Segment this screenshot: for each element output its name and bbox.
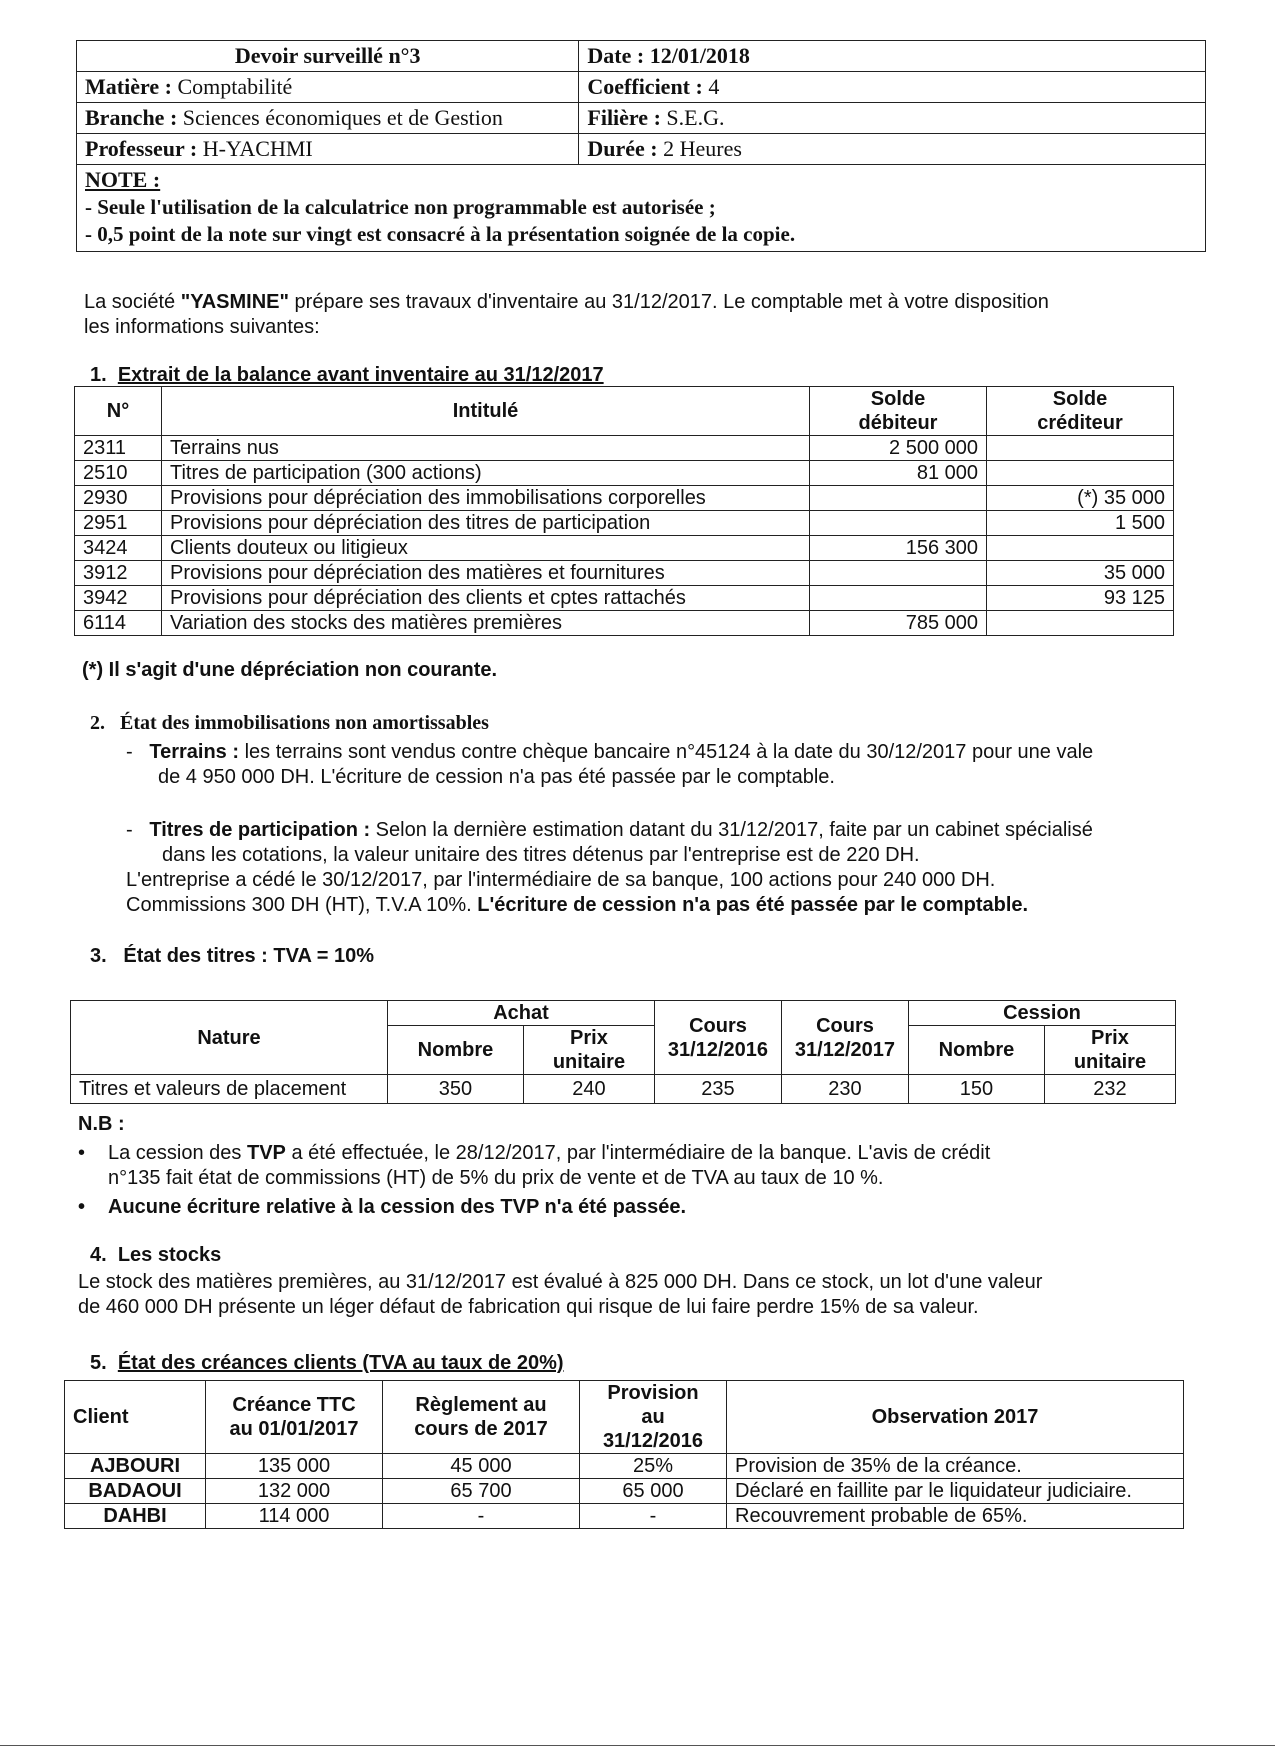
col-header-num: N° (75, 387, 162, 436)
table-row: 3424 Clients douteux ou litigieux 156 300 (75, 536, 1174, 561)
section-2-titres: - Titres de participation : Selon la dernière estimation datant du 31/12/2017, faite par un cabinet spécialisé dans les cotations, la valeur unitaire des titres détenus par l'entreprise est de 220 DH. (126, 819, 1093, 866)
table-row: AJBOURI 135 000 45 000 25% Provision de 35% de la créance. (65, 1454, 1184, 1479)
exam-title: Devoir surveillé n°3 (77, 41, 579, 72)
table-row: DAHBI 114 000 - - Recouvrement probable de 65%. (65, 1504, 1184, 1529)
col-header-reglement: Règlement au cours de 2017 (383, 1381, 580, 1454)
exam-coefficient: Coefficient : 4 (579, 72, 1206, 103)
table-row: 2510 Titres de participation (300 actions) 81 000 (75, 461, 1174, 486)
col-header-provision: Provision au 31/12/2016 (580, 1381, 727, 1454)
col-header-cession-nombre: Nombre (908, 1026, 1044, 1075)
exam-subject: Matière : Comptabilité (77, 72, 579, 103)
exam-note (76, 165, 1206, 252)
col-header-cours-2017: Cours 31/12/2017 (781, 1001, 908, 1075)
col-header-cession-prix: Prix unitaire (1044, 1026, 1175, 1075)
note-line-2: - 0,5 point de la note sur vingt est consacré à la présentation soignée de la copie. (85, 222, 796, 246)
exam-info-table (76, 40, 1206, 165)
balance-footnote: (*) Il s'agit d'une dépréciation non courante. (82, 659, 498, 681)
col-header-cours-2016: Cours 31/12/2016 (654, 1001, 781, 1075)
table-row: 6114 Variation des stocks des matières premières 785 000 (75, 611, 1174, 636)
exam-track: Filière : S.E.G. (579, 103, 1206, 134)
table-row: BADAOUI 132 000 65 700 65 000 Déclaré en faillite par le liquidateur judiciaire. (65, 1479, 1184, 1504)
col-header-credit: Solde créditeur (987, 387, 1174, 436)
nb-label: N.B : (78, 1113, 125, 1135)
page-bottom-divider (0, 1745, 1275, 1746)
section-1-heading: 1. Extrait de la balance avant inventaire au 31/12/2017 (90, 364, 604, 386)
table-row: 2311 Terrains nus 2 500 000 (75, 436, 1174, 461)
table-row: 2930 Provisions pour dépréciation des immobilisations corporelles (*) 35 000 (75, 486, 1174, 511)
section-4-heading: 4. Les stocks (90, 1244, 222, 1266)
col-header-creance: Créance TTC au 01/01/2017 (206, 1381, 383, 1454)
intro-paragraph: La société "YASMINE" prépare ses travaux d'inventaire au 31/12/2017. Le comptable met à votre disposition les informations suivantes: (84, 291, 1049, 338)
col-header-achat-prix: Prix unitaire (523, 1026, 654, 1075)
balance-table (74, 386, 1174, 636)
exam-branch: Branche : Sciences économiques et de Gestion (77, 103, 579, 134)
table-row: 3912 Provisions pour dépréciation des matières et fournitures 35 000 (75, 561, 1174, 586)
section-3-heading: 3. État des titres : TVA = 10% (90, 945, 374, 967)
nb-bullet-2: • Aucune écriture relative à la cession des TVP n'a été passée. (78, 1196, 686, 1218)
section-4-text: Le stock des matières premières, au 31/12/2017 est évalué à 825 000 DH. Dans ce stock, un lot d'une valeur de 460 000 DH présente un léger défaut de fabrication qui risque de lui faire perdre 15% de sa valeur. (78, 1271, 1043, 1318)
titres-table (70, 1000, 1176, 1104)
note-title: NOTE : (85, 167, 161, 192)
col-header-achat: Achat (388, 1001, 655, 1026)
exam-header (76, 40, 1206, 252)
section-5-heading: 5. État des créances clients (TVA au taux de 20%) (90, 1352, 564, 1374)
note-line-1: - Seule l'utilisation de la calculatrice non programmable est autorisée ; (85, 195, 716, 219)
section-2-cession: L'entreprise a cédé le 30/12/2017, par l'intermédiaire de sa banque, 100 actions pour 240 000 DH. Commissions 300 DH (HT), T.V.A 10%. L'écriture de cession n'a pas été passée par le comptable. (126, 869, 1029, 916)
table-row: 3942 Provisions pour dépréciation des clients et cptes rattachés 93 125 (75, 586, 1174, 611)
col-header-nature: Nature (71, 1001, 388, 1075)
col-header-debit: Solde débiteur (810, 387, 987, 436)
nb-bullet-1: • La cession des TVP a été effectuée, le 28/12/2017, par l'intermédiaire de la banque. L'avis de crédit n°135 fait état de commissions (HT) de 5% du prix de vente et de TVA au taux de 10 %. (78, 1142, 991, 1189)
col-header-achat-nombre: Nombre (388, 1026, 524, 1075)
exam-teacher: Professeur : H-YACHMI (77, 134, 579, 165)
col-header-observation: Observation 2017 (727, 1381, 1184, 1454)
col-header-cession: Cession (908, 1001, 1175, 1026)
creances-table (64, 1380, 1184, 1529)
section-2-heading: 2. État des immobilisations non amortissables (90, 712, 489, 734)
exam-date: Date : 12/01/2018 (579, 41, 1206, 72)
table-row: Titres et valeurs de placement 350 240 235 230 150 232 (71, 1075, 1176, 1104)
col-header-client: Client (65, 1381, 206, 1454)
table-row: 2951 Provisions pour dépréciation des titres de participation 1 500 (75, 511, 1174, 536)
col-header-intitule: Intitulé (162, 387, 810, 436)
exam-duration: Durée : 2 Heures (579, 134, 1206, 165)
section-3-notes (78, 1112, 1218, 1220)
section-2-terrains: - Terrains : les terrains sont vendus contre chèque bancaire n°45124 à la date du 30/12/2017 pour une vale de 4 950 000 DH. L'écriture de cession n'a pas été passée par le comptable. (126, 741, 1094, 788)
